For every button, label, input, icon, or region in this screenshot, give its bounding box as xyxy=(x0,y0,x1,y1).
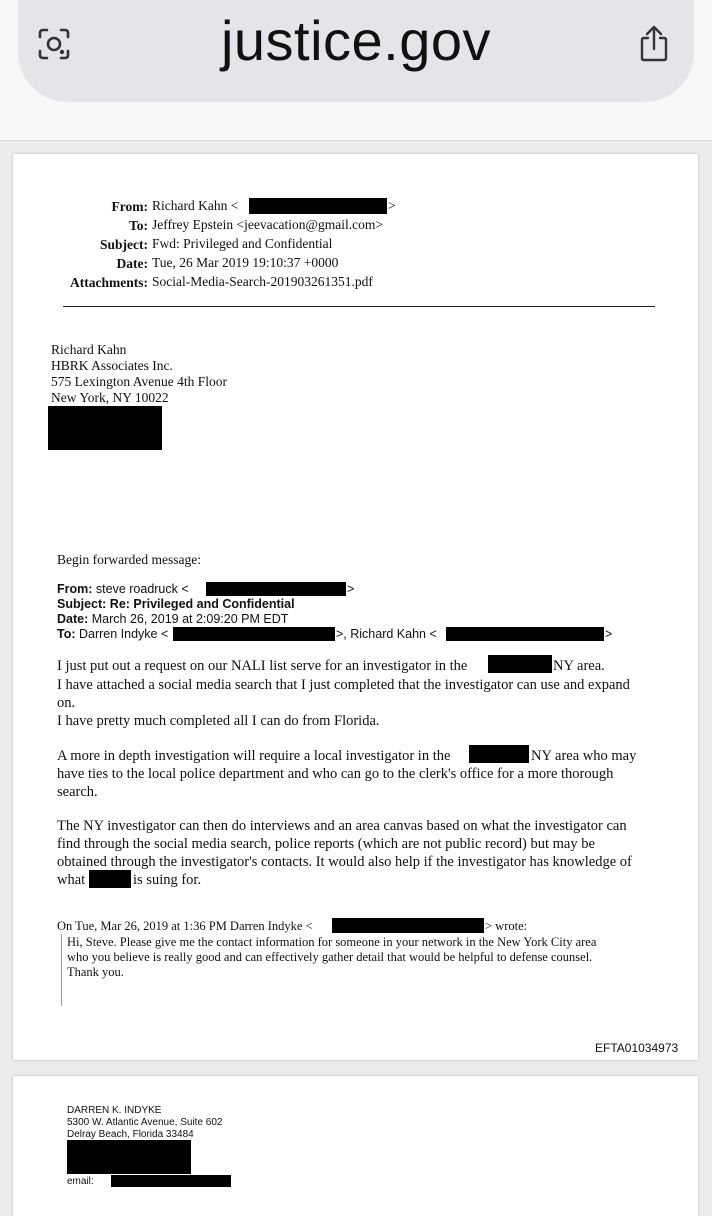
to-value: Jeffrey Epstein <jeevacation@gmail.com> xyxy=(152,217,383,232)
body-p2-l1b: NY area who may xyxy=(531,748,637,764)
redaction xyxy=(67,1140,191,1174)
p2-name: DARREN K. INDYKE xyxy=(67,1105,162,1116)
redaction xyxy=(173,627,335,641)
fwd-to-line xyxy=(57,627,168,641)
body-p2-l1a: A more in depth investigation will require a local investigator in the xyxy=(57,748,451,764)
fwd-date-line xyxy=(57,612,288,626)
body-p1-l4: I have pretty much completed all I can do from Florida. xyxy=(57,713,380,729)
to-label: To: xyxy=(128,218,148,233)
signature-company: HBRK Associates Inc. xyxy=(51,358,173,373)
redaction xyxy=(488,655,552,673)
from-value: Richard Kahn < xyxy=(152,198,239,213)
from-close: > xyxy=(388,198,396,213)
redaction xyxy=(111,1175,231,1187)
fwd-to-label: To: xyxy=(57,627,76,641)
signature-address2: New York, NY 10022 xyxy=(51,390,169,405)
redaction xyxy=(48,406,162,450)
quoted-header-b: > wrote: xyxy=(485,919,528,933)
redaction xyxy=(332,918,484,933)
quoted-l1: Hi, Steve. Please give me the contact information for someone in your network in the New York City area xyxy=(67,935,597,949)
fwd-to-close: > xyxy=(605,627,613,641)
fwd-subject-line xyxy=(57,597,295,611)
redaction xyxy=(469,745,529,763)
fwd-from-close: > xyxy=(347,582,355,596)
fwd-to-value: Darren Indyke < xyxy=(79,627,169,641)
header-divider xyxy=(63,306,655,307)
fwd-subject-value: Re: Privileged and Confidential xyxy=(109,597,295,611)
body-p3-l4a: what xyxy=(57,872,86,888)
subject-value: Fwd: Privileged and Confidential xyxy=(152,236,333,251)
body-p1-l2: I have attached a social media search that I just completed that the investigator can use and expand xyxy=(57,677,630,693)
quoted-l3: Thank you. xyxy=(67,965,124,979)
p2-email-label: email: xyxy=(67,1176,94,1187)
date-value: Tue, 26 Mar 2019 19:10:37 +0000 xyxy=(152,255,339,270)
forward-intro: Begin forwarded message: xyxy=(57,552,201,567)
quoted-header-a: On Tue, Mar 26, 2019 at 1:36 PM Darren Indyke < xyxy=(57,919,313,933)
fwd-from-line xyxy=(57,582,189,596)
body-p3-l4b: is suing for. xyxy=(133,872,202,888)
browser-toolbar xyxy=(0,0,712,141)
body-p2-l2: have ties to the local police department and who can go to the clerk's office for a more thorough xyxy=(57,766,614,782)
body-p3-l3: obtained through the investigator's contacts. It would also help if the investigator has knowledge of xyxy=(57,854,632,870)
body-p1-l3: on. xyxy=(57,695,76,711)
url-text[interactable]: justice.gov xyxy=(220,9,492,72)
document-page-1 xyxy=(13,154,698,1060)
body-p3-l1: The NY investigator can then do interviews and an area canvas based on what the investigator can xyxy=(57,818,627,834)
fwd-to-mid: >, Richard Kahn < xyxy=(336,627,437,641)
email-header-labels xyxy=(13,198,148,293)
redaction xyxy=(89,870,131,888)
fwd-from-value: steve roadruck < xyxy=(95,582,189,596)
fwd-from-label: From: xyxy=(57,582,93,596)
share-icon[interactable] xyxy=(636,24,672,64)
redaction xyxy=(446,627,604,641)
date-label: Date: xyxy=(116,256,148,271)
body-p2-l3: search. xyxy=(57,784,98,800)
p2-address2: Delray Beach, Florida 33484 xyxy=(67,1129,194,1140)
document-page-2 xyxy=(13,1076,698,1216)
attachments-label: Attachments: xyxy=(70,275,148,290)
signature-address1: 575 Lexington Avenue 4th Floor xyxy=(51,374,227,389)
bates-number: EFTA01034973 xyxy=(595,1041,679,1055)
fwd-subject-label: Subject: xyxy=(57,597,107,611)
from-label: From: xyxy=(111,199,148,214)
fwd-date-value: March 26, 2019 at 2:09:20 PM EDT xyxy=(91,612,289,626)
signature-name: Richard Kahn xyxy=(51,342,127,357)
fwd-date-label: Date: xyxy=(57,612,89,626)
redaction xyxy=(249,198,387,214)
redaction xyxy=(206,582,346,596)
body-p1-l1a: I just put out a request on our NALI list serve for an investigator in the xyxy=(57,658,468,674)
quote-bar xyxy=(61,934,62,1006)
p2-address1: 5300 W. Atlantic Avenue, Suite 602 xyxy=(67,1117,223,1128)
attachments-value: Social-Media-Search-201903261351.pdf xyxy=(152,274,373,289)
quoted-l2: who you believe is really good and can effectively gather detail that would be helpful to defense counsel. xyxy=(67,950,593,964)
body-p1-l1b: NY area. xyxy=(553,658,605,674)
body-p3-l2: find through the social media search, police reports (which are not public record) but may be xyxy=(57,836,595,852)
subject-label: Subject: xyxy=(100,237,148,252)
